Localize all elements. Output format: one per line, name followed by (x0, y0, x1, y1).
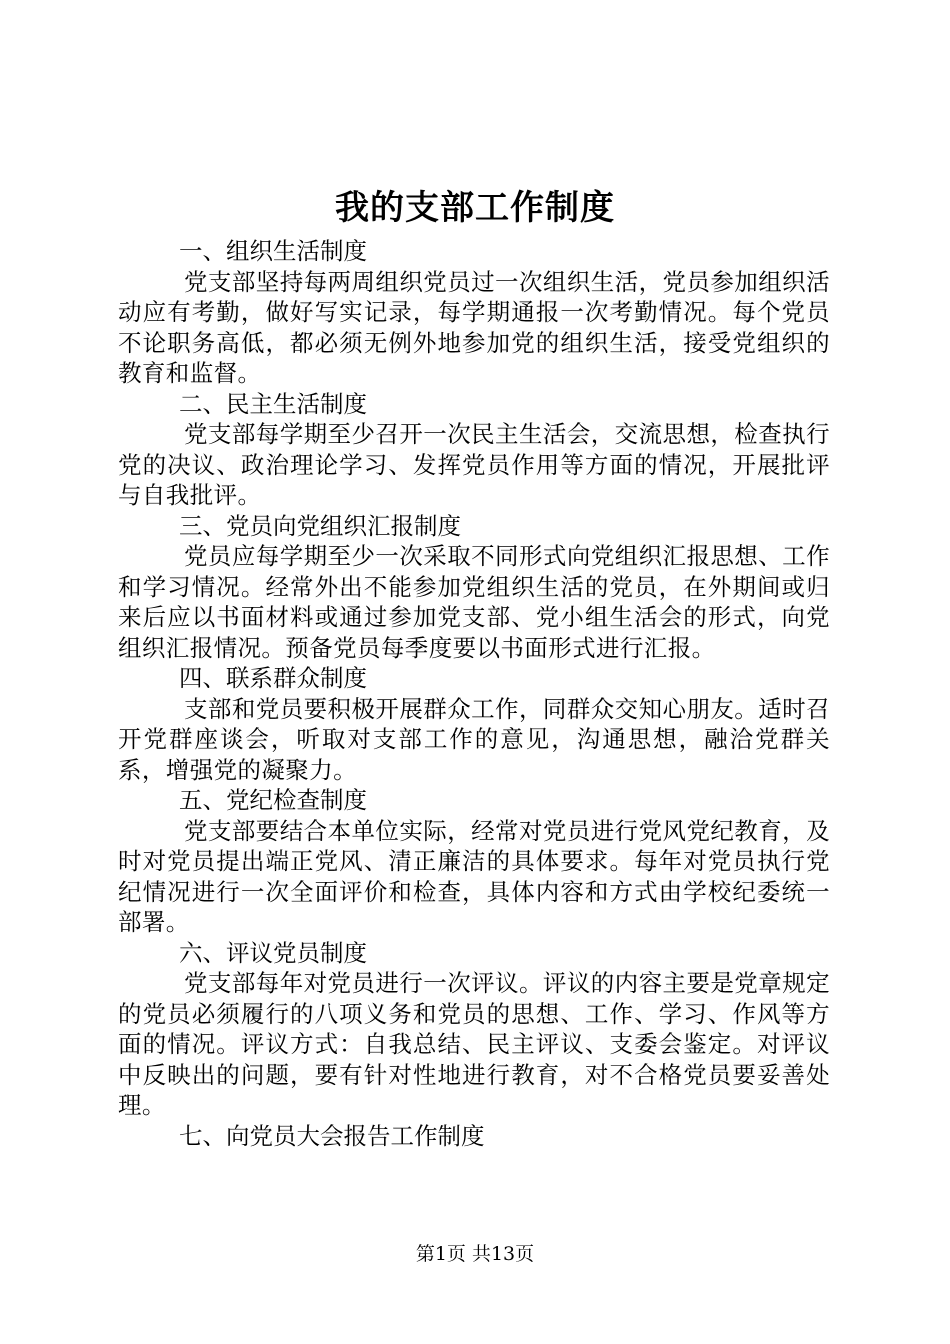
section-paragraph: 党支部要结合本单位实际，经常对党员进行党风党纪教育，及时对党员提出端正党风、清正廉洁的具体要求。每年对党员执行党纪情况进行一次全面评价和检查，具体内容和方式由学校纪委统一部署。 (118, 816, 830, 936)
section-heading: 一、组织生活制度 (179, 237, 367, 265)
section-heading: 四、联系群众制度 (179, 664, 367, 692)
section-heading: 七、向党员大会报告工作制度 (179, 1121, 485, 1150)
document-title: 我的支部工作制度 (335, 188, 615, 228)
page-number-footer: 第1页 共13页 (415, 1243, 535, 1265)
section-paragraph: 党支部坚持每两周组织党员过一次组织生活，党员参加组织活动应有考勤，做好写实记录，每学期通报一次考勤情况。每个党员不论职务高低，都必须无例外地参加党的组织生活，接受党组织的教育和监督。 (118, 267, 830, 387)
section-paragraph: 支部和党员要积极开展群众工作，同群众交知心朋友。适时召开党群座谈会，听取对支部工作的意见，沟通思想，融洽党群关系，增强党的凝聚力。 (118, 694, 830, 784)
section-paragraph: 党支部每年对党员进行一次评议。评议的内容主要是党章规定的党员必须履行的八项义务和党员的思想、工作、学习、作风等方面的情况。评议方式：自我总结、民主评议、支委会鉴定。对评议中反映出的问题，要有针对性地进行教育，对不合格党员要妥善处理。 (118, 969, 830, 1119)
section-heading: 二、民主生活制度 (179, 389, 367, 418)
section-paragraph: 党员应每学期至少一次采取不同形式向党组织汇报思想、工作和学习情况。经常外出不能参加党组织生活的党员，在外期间或归来后应以书面材料或通过参加党支部、党小组生活会的形式，向党组织汇报情况。预备党员每季度要以书面形式进行汇报。 (118, 542, 830, 662)
section-heading: 六、评议党员制度 (179, 938, 367, 967)
section-heading: 五、党纪检查制度 (179, 786, 367, 814)
section-paragraph: 党支部每学期至少召开一次民主生活会，交流思想，检查执行党的决议、政治理论学习、发挥党员作用等方面的情况，开展批评与自我批评。 (118, 420, 830, 509)
section-heading: 三、党员向党组织汇报制度 (179, 511, 461, 540)
document-body (118, 236, 830, 1151)
